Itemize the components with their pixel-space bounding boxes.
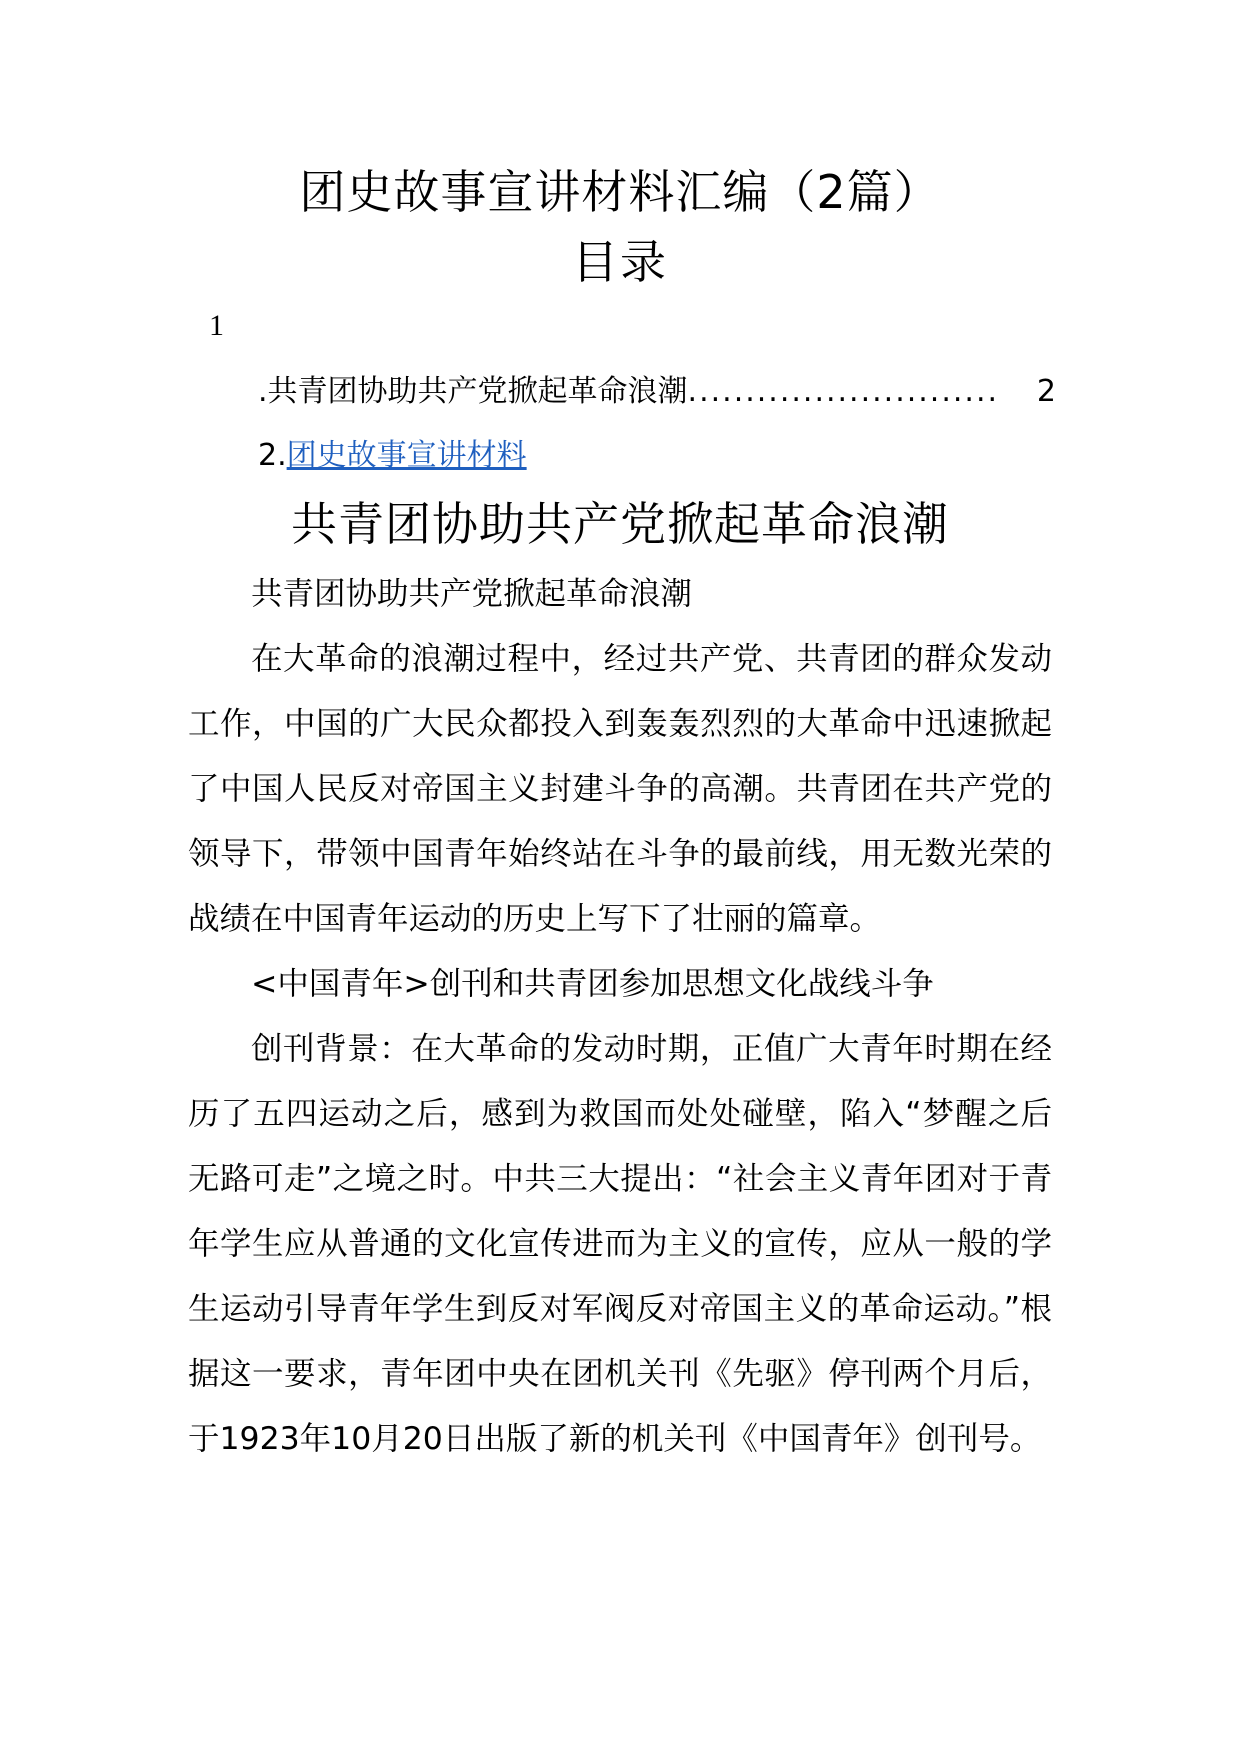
- toc-entry-prefix: 2.: [258, 438, 287, 473]
- section-subheading: 共青团协助共产党掀起革命浪潮: [251, 576, 693, 612]
- toc-title: 目录: [572, 235, 668, 289]
- toc-leader-dots: ...........................: [687, 374, 1000, 409]
- body-paragraph: 创刊背景：在大革命的发动时期，正值广大青年时期在经历了五四运动之后，感到为救国而处处碰壁，陷入“梦醒之后无路可走”之境之时。中共三大提出：“社会主义青年团对于青年学生应从普通的文化宣传进而为主义的宣传，应从一般的学生运动引导青年学生到反对军阀反对帝国主义的革命运动。”根据这一要求，青年团中央在团机关刊《先驱》停刊两个月后，于1923年10月20日出版了新的机关刊《中国青年》创刊号。: [188, 1031, 1052, 1457]
- document-title: 团史故事宣讲材料汇编（2篇）: [299, 165, 941, 219]
- section-heading: 共青团协助共产党掀起革命浪潮: [291, 497, 949, 551]
- toc-entry-1[interactable]: [258, 372, 1056, 412]
- body-subheading: <中国青年>创刊和共青团参加思想文化战线斗争: [251, 966, 934, 1002]
- body-paragraph: 在大革命的浪潮过程中，经过共产党、共青团的群众发动工作，中国的广大民众都投入到轰轰烈烈的大革命中迅速掀起了中国人民反对帝国主义封建斗争的高潮。共青团在共产党的领导下，带领中国青年始终站在斗争的最前线，用无数光荣的战绩在中国青年运动的历史上写下了壮丽的篇章。: [188, 641, 1052, 937]
- toc-number: 1: [209, 309, 224, 342]
- toc-entry-2: [258, 436, 1056, 476]
- toc-page-number: 2: [1036, 374, 1056, 409]
- toc-entry-label: .共青团协助共产党掀起革命浪潮: [258, 374, 688, 409]
- toc-link[interactable]: 团史故事宣讲材料: [286, 438, 527, 473]
- body-text: [188, 562, 1052, 1472]
